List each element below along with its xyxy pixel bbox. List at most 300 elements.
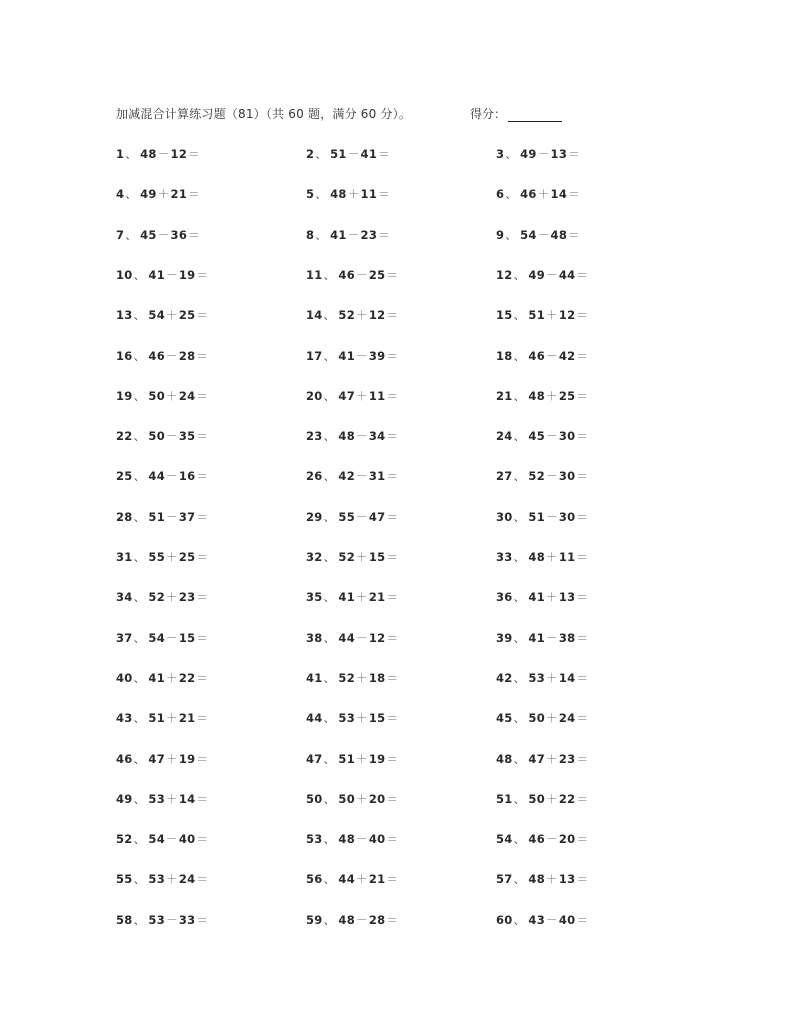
equals-sign: ＝ (188, 187, 200, 202)
problem-item (116, 428, 208, 444)
operator: ＋ (166, 872, 178, 887)
problem-item (496, 186, 580, 202)
operand-a: 44 (148, 469, 166, 484)
problem-number: 3 (496, 147, 505, 161)
operand-a: 48 (528, 872, 546, 887)
operator: ＋ (356, 550, 368, 564)
separator: 、 (133, 791, 146, 806)
problem-item (496, 630, 588, 646)
problem-item (306, 227, 390, 243)
problem-item (496, 589, 588, 605)
operator: － (546, 267, 558, 282)
equals-sign: ＝ (386, 429, 399, 444)
separator: 、 (323, 791, 336, 806)
operand-b: 47 (368, 509, 386, 524)
problem-item (306, 871, 398, 887)
separator: 、 (513, 751, 526, 766)
equals-sign: ＝ (386, 469, 399, 484)
operator: ＋ (546, 550, 558, 564)
separator: 、 (513, 388, 526, 403)
operand-b: 21 (368, 872, 386, 887)
equals-sign: ＝ (386, 670, 399, 685)
equals-sign: ＝ (188, 227, 200, 242)
separator: 、 (323, 711, 336, 726)
operand-a: 45 (528, 429, 546, 444)
operator: ＋ (166, 388, 178, 403)
problem-number: 42 (496, 670, 513, 685)
operator: ＋ (546, 670, 558, 685)
operand-b: 13 (558, 872, 576, 887)
equals-sign: ＝ (576, 348, 589, 363)
separator: 、 (513, 509, 526, 524)
equals-sign: ＝ (386, 388, 399, 403)
operand-b: 12 (170, 147, 188, 161)
operand-b: 16 (178, 469, 196, 484)
separator: 、 (315, 187, 328, 202)
separator: 、 (133, 832, 146, 847)
operand-b: 21 (368, 590, 386, 605)
operator: － (356, 832, 368, 847)
operand-a: 48 (338, 912, 356, 927)
problem-number: 1 (116, 147, 125, 161)
operand-b: 48 (550, 227, 568, 242)
problem-number: 53 (306, 832, 323, 847)
operator: ＋ (166, 670, 178, 685)
equals-sign: ＝ (196, 267, 209, 282)
equals-sign: ＝ (196, 388, 209, 403)
equals-sign: ＝ (568, 147, 580, 161)
separator: 、 (133, 590, 146, 605)
problem-item (116, 751, 208, 767)
separator: 、 (323, 590, 336, 605)
separator: 、 (323, 630, 336, 645)
problem-number: 47 (306, 751, 323, 766)
problem-number: 20 (306, 388, 323, 403)
operand-b: 30 (558, 509, 576, 524)
operator: － (546, 348, 558, 363)
problem-item (116, 871, 208, 887)
separator: 、 (133, 308, 146, 323)
operator: － (537, 227, 550, 242)
equals-sign: ＝ (576, 630, 589, 645)
equals-sign: ＝ (378, 187, 390, 202)
operator: ＋ (356, 388, 368, 403)
equals-sign: ＝ (386, 267, 399, 282)
operand-a: 46 (338, 267, 356, 282)
operator: － (356, 509, 368, 524)
separator: 、 (513, 550, 526, 564)
problem-number: 16 (116, 348, 133, 363)
problem-item (116, 509, 208, 525)
separator: 、 (133, 872, 146, 887)
operator: ＋ (166, 590, 178, 605)
separator: 、 (125, 147, 138, 161)
problem-item (306, 831, 398, 847)
equals-sign: ＝ (386, 630, 399, 645)
problem-item (306, 670, 398, 686)
problem-number: 17 (306, 348, 323, 363)
separator: 、 (513, 711, 526, 726)
operand-b: 33 (178, 912, 196, 927)
separator: 、 (133, 469, 146, 484)
equals-sign: ＝ (188, 147, 200, 161)
operand-b: 25 (178, 550, 196, 564)
operand-b: 28 (178, 348, 196, 363)
separator: 、 (133, 509, 146, 524)
equals-sign: ＝ (386, 872, 399, 887)
operand-a: 53 (148, 791, 166, 806)
operator: ＋ (356, 711, 368, 726)
separator: 、 (505, 147, 518, 161)
operand-b: 42 (558, 348, 576, 363)
operand-a: 47 (148, 751, 166, 766)
operator: ＋ (546, 872, 558, 887)
operand-b: 14 (558, 670, 576, 685)
score-field (470, 104, 562, 122)
operand-a: 48 (338, 429, 356, 444)
operator: － (166, 267, 178, 282)
problem-number: 43 (116, 711, 133, 726)
operator: ＋ (546, 791, 558, 806)
operand-a: 52 (528, 469, 546, 484)
operand-b: 13 (550, 147, 568, 161)
equals-sign: ＝ (196, 912, 209, 927)
equals-sign: ＝ (386, 751, 399, 766)
operator: － (356, 348, 368, 363)
separator: 、 (323, 267, 336, 282)
operand-a: 53 (148, 912, 166, 927)
separator: 、 (513, 791, 526, 806)
problem-number: 9 (496, 227, 505, 242)
equals-sign: ＝ (576, 429, 589, 444)
operand-a: 51 (148, 509, 166, 524)
problem-number: 6 (496, 187, 505, 202)
operator: － (537, 147, 550, 161)
operand-b: 20 (368, 791, 386, 806)
problem-number: 10 (116, 267, 133, 282)
problem-number: 41 (306, 670, 323, 685)
operator: － (166, 348, 178, 363)
problem-item (306, 630, 398, 646)
equals-sign: ＝ (196, 751, 209, 766)
problem-number: 45 (496, 711, 513, 726)
problem-item (116, 589, 208, 605)
operand-a: 48 (140, 147, 157, 161)
operator: － (166, 509, 178, 524)
problem-item (116, 307, 208, 323)
operator: － (166, 912, 178, 927)
problem-item (496, 307, 588, 323)
separator: 、 (133, 550, 146, 564)
operand-a: 54 (148, 832, 166, 847)
operand-a: 54 (148, 308, 166, 323)
problem-item (306, 307, 398, 323)
separator: 、 (133, 388, 146, 403)
operator: ＋ (166, 308, 178, 323)
problem-number: 27 (496, 469, 513, 484)
separator: 、 (125, 227, 138, 242)
equals-sign: ＝ (576, 670, 589, 685)
separator: 、 (323, 348, 336, 363)
separator: 、 (513, 308, 526, 323)
operand-a: 51 (338, 751, 356, 766)
operand-b: 11 (360, 187, 378, 202)
problem-number: 51 (496, 791, 513, 806)
operator: － (166, 630, 178, 645)
operand-a: 41 (338, 590, 356, 605)
problem-number: 2 (306, 147, 315, 161)
equals-sign: ＝ (196, 791, 209, 806)
operand-b: 34 (368, 429, 386, 444)
operand-a: 46 (520, 187, 537, 202)
problem-item (306, 267, 398, 283)
separator: 、 (513, 429, 526, 444)
operand-a: 50 (148, 388, 166, 403)
separator: 、 (513, 912, 526, 927)
score-blank-line[interactable] (508, 108, 562, 122)
operand-b: 24 (558, 711, 576, 726)
equals-sign: ＝ (196, 630, 209, 645)
problem-item (496, 146, 580, 162)
operand-a: 54 (148, 630, 166, 645)
equals-sign: ＝ (576, 791, 589, 806)
operand-a: 41 (148, 267, 166, 282)
equals-sign: ＝ (196, 469, 209, 484)
operator: － (356, 469, 368, 484)
problem-number: 50 (306, 791, 323, 806)
problem-item (306, 751, 398, 767)
problem-number: 8 (306, 227, 315, 242)
separator: 、 (513, 348, 526, 363)
operand-b: 11 (558, 550, 576, 564)
separator: 、 (323, 670, 336, 685)
operand-b: 40 (558, 912, 576, 927)
separator: 、 (323, 912, 336, 927)
separator: 、 (125, 187, 138, 202)
problem-item (496, 348, 588, 364)
operand-a: 52 (338, 308, 356, 323)
equals-sign: ＝ (576, 267, 589, 282)
operator: ＋ (347, 187, 360, 202)
problem-item (116, 670, 208, 686)
operand-a: 53 (148, 872, 166, 887)
operator: － (166, 469, 178, 484)
operand-a: 55 (338, 509, 356, 524)
operand-b: 25 (558, 388, 576, 403)
operator: － (546, 912, 558, 927)
problem-item (306, 912, 398, 928)
problem-number: 26 (306, 469, 323, 484)
problem-number: 31 (116, 550, 133, 564)
operand-a: 46 (528, 832, 546, 847)
equals-sign: ＝ (378, 147, 390, 161)
operand-b: 23 (558, 751, 576, 766)
problem-item (496, 751, 588, 767)
equals-sign: ＝ (196, 872, 209, 887)
equals-sign: ＝ (378, 227, 390, 242)
problem-number: 38 (306, 630, 323, 645)
problem-item (116, 630, 208, 646)
operand-b: 30 (558, 469, 576, 484)
problem-number: 48 (496, 751, 513, 766)
operand-a: 46 (528, 348, 546, 363)
operand-a: 41 (528, 590, 546, 605)
separator: 、 (133, 711, 146, 726)
separator: 、 (133, 348, 146, 363)
problem-item (116, 468, 208, 484)
operator: ＋ (356, 872, 368, 887)
operand-a: 48 (528, 550, 546, 564)
separator: 、 (315, 147, 328, 161)
operator: － (546, 469, 558, 484)
problem-item (306, 348, 398, 364)
problem-item (306, 710, 398, 726)
operand-a: 50 (528, 791, 546, 806)
operator: ＋ (546, 711, 558, 726)
problem-number: 25 (116, 469, 133, 484)
equals-sign: ＝ (386, 791, 399, 806)
operand-a: 47 (338, 388, 356, 403)
operator: － (546, 630, 558, 645)
problem-item (496, 710, 588, 726)
separator: 、 (133, 630, 146, 645)
separator: 、 (323, 388, 336, 403)
problem-item (116, 791, 208, 807)
operand-b: 21 (170, 187, 188, 202)
problem-number: 13 (116, 308, 133, 323)
operand-a: 44 (338, 630, 356, 645)
operand-b: 40 (368, 832, 386, 847)
problem-number: 11 (306, 267, 323, 282)
problem-number: 57 (496, 872, 513, 887)
problem-item (496, 831, 588, 847)
operator: － (356, 912, 368, 927)
operand-a: 54 (520, 227, 537, 242)
operand-b: 25 (178, 308, 196, 323)
operator: ＋ (356, 308, 368, 323)
operator: ＋ (166, 751, 178, 766)
operator: ＋ (356, 670, 368, 685)
problem-item (116, 388, 208, 404)
operand-a: 51 (528, 308, 546, 323)
equals-sign: ＝ (196, 670, 209, 685)
operand-a: 43 (528, 912, 546, 927)
problem-number: 35 (306, 590, 323, 605)
problem-item (496, 871, 588, 887)
operand-a: 50 (148, 429, 166, 444)
equals-sign: ＝ (576, 388, 589, 403)
operator: － (356, 267, 368, 282)
equals-sign: ＝ (386, 590, 399, 605)
problem-item (306, 549, 398, 565)
operand-b: 21 (178, 711, 196, 726)
problem-number: 40 (116, 670, 133, 685)
separator: 、 (133, 670, 146, 685)
operand-b: 14 (550, 187, 568, 202)
operator: ＋ (356, 791, 368, 806)
operand-b: 22 (558, 791, 576, 806)
operand-a: 51 (528, 509, 546, 524)
separator: 、 (323, 550, 336, 564)
operator: ＋ (157, 187, 170, 202)
separator: 、 (513, 872, 526, 887)
problem-item (116, 186, 200, 202)
operand-a: 49 (520, 147, 537, 161)
problem-number: 55 (116, 872, 133, 887)
operator: ＋ (546, 751, 558, 766)
operand-b: 12 (558, 308, 576, 323)
problem-number: 14 (306, 308, 323, 323)
problem-number: 34 (116, 590, 133, 605)
operand-b: 35 (178, 429, 196, 444)
problem-item (496, 791, 588, 807)
problem-number: 23 (306, 429, 323, 444)
separator: 、 (513, 832, 526, 847)
operand-b: 40 (178, 832, 196, 847)
problem-item (116, 146, 200, 162)
operand-b: 41 (360, 147, 378, 161)
separator: 、 (133, 267, 146, 282)
equals-sign: ＝ (196, 429, 209, 444)
equals-sign: ＝ (196, 348, 209, 363)
equals-sign: ＝ (386, 348, 399, 363)
operand-a: 53 (338, 711, 356, 726)
separator: 、 (323, 751, 336, 766)
equals-sign: ＝ (576, 550, 589, 564)
equals-sign: ＝ (576, 469, 589, 484)
equals-sign: ＝ (576, 751, 589, 766)
problem-item (116, 348, 208, 364)
equals-sign: ＝ (576, 912, 589, 927)
problem-number: 59 (306, 912, 323, 927)
operand-a: 41 (338, 348, 356, 363)
separator: 、 (323, 872, 336, 887)
problem-item (496, 912, 588, 928)
operand-a: 41 (148, 670, 166, 685)
operand-b: 15 (368, 550, 386, 564)
equals-sign: ＝ (386, 912, 399, 927)
problem-number: 22 (116, 429, 133, 444)
operand-a: 45 (140, 227, 157, 242)
problem-number: 7 (116, 227, 125, 242)
operand-a: 51 (148, 711, 166, 726)
equals-sign: ＝ (386, 711, 399, 726)
operand-b: 24 (178, 872, 196, 887)
problem-number: 52 (116, 832, 133, 847)
operator: ＋ (166, 711, 178, 726)
separator: 、 (133, 751, 146, 766)
problem-number: 56 (306, 872, 323, 887)
operand-a: 44 (338, 872, 356, 887)
operand-b: 37 (178, 509, 196, 524)
equals-sign: ＝ (196, 711, 209, 726)
problem-item (496, 428, 588, 444)
problem-number: 5 (306, 187, 315, 202)
separator: 、 (133, 912, 146, 927)
operand-b: 15 (368, 711, 386, 726)
equals-sign: ＝ (386, 509, 399, 524)
problem-item (306, 388, 398, 404)
operand-a: 48 (338, 832, 356, 847)
operand-b: 11 (368, 388, 386, 403)
equals-sign: ＝ (576, 832, 589, 847)
problem-number: 37 (116, 630, 133, 645)
operand-b: 23 (178, 590, 196, 605)
operand-b: 19 (368, 751, 386, 766)
operand-a: 53 (528, 670, 546, 685)
problem-number: 4 (116, 187, 125, 202)
operator: － (347, 227, 360, 242)
